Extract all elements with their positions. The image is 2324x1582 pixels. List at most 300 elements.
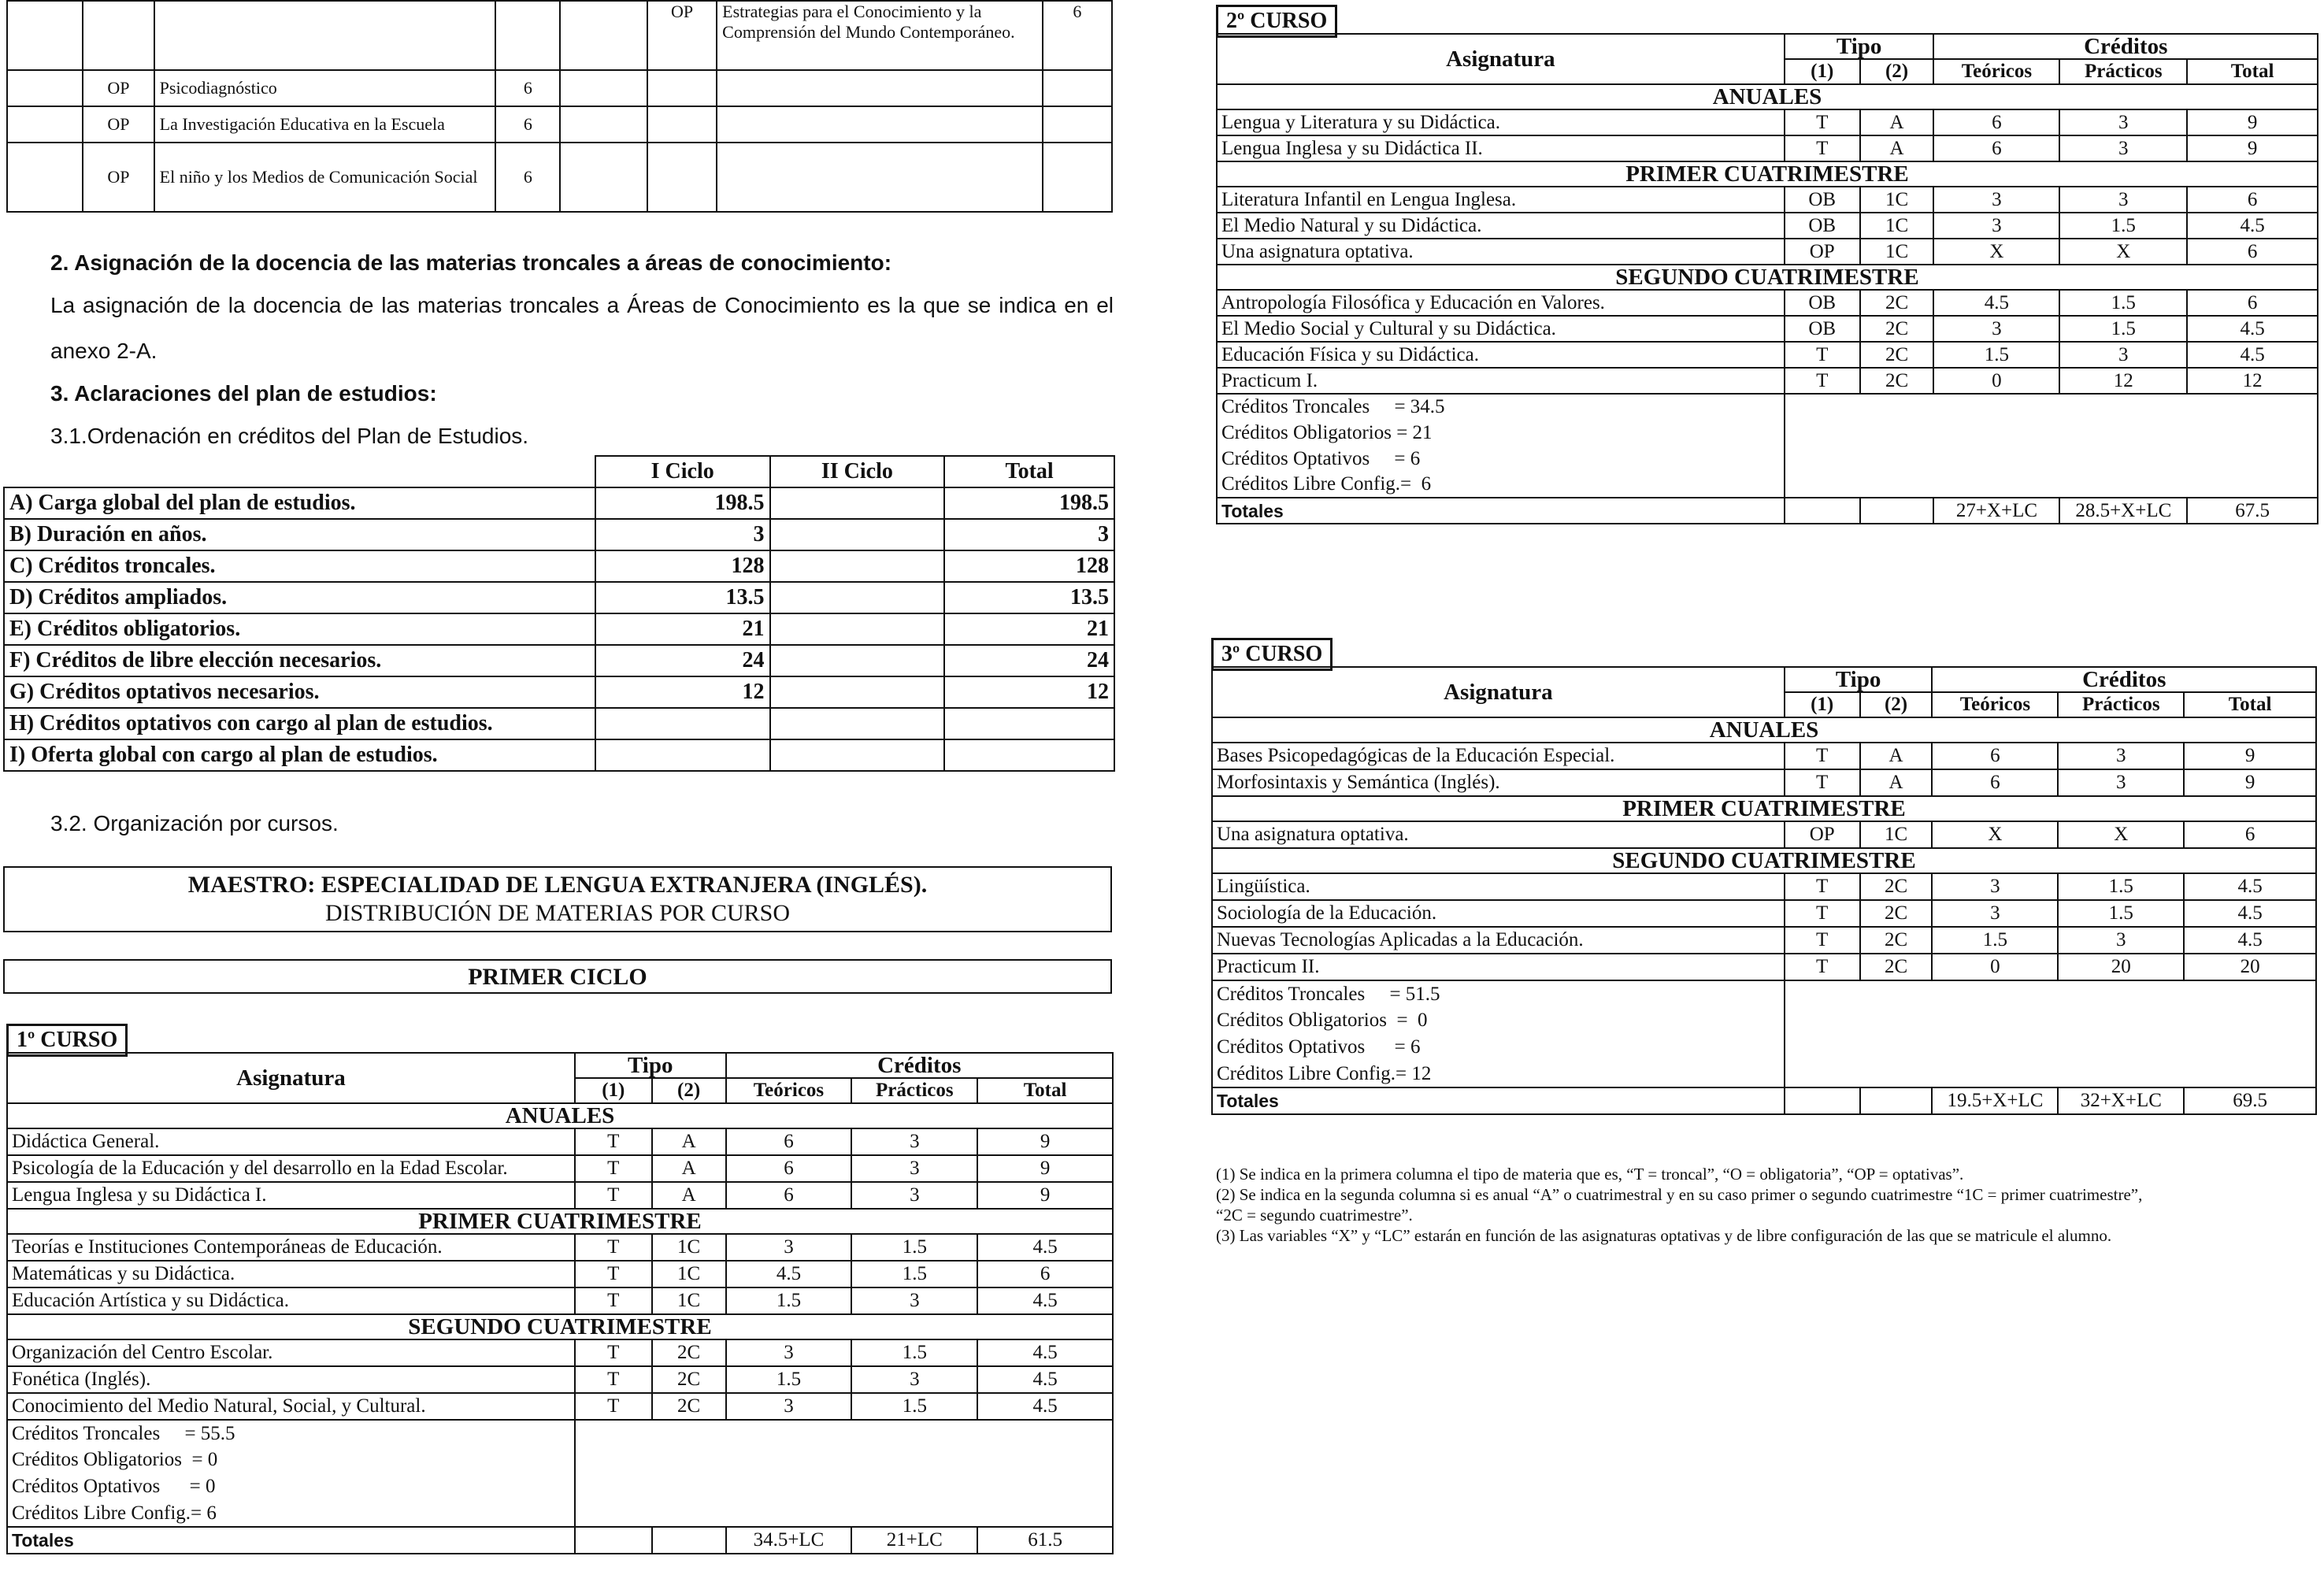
cell-tipo-2: 1C [652, 1234, 726, 1261]
cell-asignatura: Lingüística. [1212, 873, 1785, 900]
ordenacion-total: 12 [944, 676, 1114, 708]
section-segundo: SEGUNDO CUATRIMESTRE [1212, 848, 2316, 873]
cell-teoricos: 6 [1933, 109, 2059, 135]
totales-label: Totales [1217, 498, 1785, 524]
table-row [1217, 135, 2318, 161]
ordenacion-ii-ciclo [770, 613, 945, 645]
cell-teoricos: 1.5 [1933, 342, 2059, 368]
summary-line: Créditos Obligatorios = 0 [7, 1447, 575, 1473]
cell-teoricos: X [1933, 239, 2059, 265]
cell-tipo-2: 2C [1860, 900, 1933, 927]
cell-creditos2 [1043, 106, 1112, 143]
cell-asignatura: Conocimiento del Medio Natural, Social, y Cultural. [7, 1393, 575, 1420]
cell-tipo-1: T [1785, 135, 1860, 161]
empty-cell [560, 143, 647, 212]
curso-1-table [6, 1052, 1114, 1554]
cell-creditos2: 6 [1043, 1, 1112, 70]
table-row [7, 1128, 1113, 1155]
totales-teoricos: 27+X+LC [1933, 498, 2059, 524]
cell-tipo-1: OP [1785, 239, 1860, 265]
ordenacion-total: 24 [944, 645, 1114, 676]
curso-2-table [1216, 33, 2318, 524]
cell-tipo-2: 2C [1860, 927, 1933, 954]
cell-asignatura: Psicología de la Educación y del desarrollo en la Edad Escolar. [7, 1155, 575, 1182]
ordenacion-ii-ciclo [770, 708, 945, 739]
header-t1: (1) [1785, 692, 1860, 717]
ordenacion-label: E) Créditos obligatorios. [4, 613, 595, 645]
cell-tipo-1: OB [1785, 213, 1860, 239]
totales-label: Totales [7, 1527, 575, 1554]
cell-tipo-2: 1C [652, 1287, 726, 1314]
header-t2: (2) [1860, 692, 1933, 717]
empty-cell [1860, 498, 1934, 524]
cell-practicos: 3 [851, 1287, 977, 1314]
section-row [1212, 717, 2316, 743]
cell-teoricos: 3 [726, 1339, 852, 1366]
cell-practicos: 3 [2059, 187, 2187, 213]
curso-1-label: 1º CURSO [6, 1024, 128, 1057]
cell-tipo-2: 1C [1860, 213, 1934, 239]
ordenacion-label: D) Créditos ampliados. [4, 582, 595, 613]
ordenacion-row [4, 519, 1114, 550]
table-row [1212, 954, 2316, 980]
cell-tipo: OP [83, 70, 154, 106]
header-tipo: Tipo [1785, 34, 1934, 59]
table-row [7, 1287, 1113, 1314]
ordenacion-label: H) Créditos optativos con cargo al plan de estudios. [4, 708, 595, 739]
header-creditos: Créditos [1932, 667, 2316, 692]
cell-practicos: 1.5 [851, 1261, 977, 1287]
cell-practicos: X [2059, 239, 2187, 265]
cell-practicos: 3 [851, 1128, 977, 1155]
empty-cell [7, 143, 83, 212]
ordenacion-ii-ciclo [770, 739, 945, 771]
cell-teoricos: 3 [1932, 900, 2058, 927]
section-primer: PRIMER CUATRIMESTRE [1212, 796, 2316, 821]
ordenacion-total: 3 [944, 519, 1114, 550]
ordenacion-ii-ciclo [770, 676, 945, 708]
cell-total: 12 [2187, 368, 2318, 394]
cell-tipo-1: T [1785, 900, 1860, 927]
empty-cell [7, 106, 83, 143]
cell-total: 4.5 [2184, 927, 2316, 954]
cell-total: 4.5 [2187, 213, 2318, 239]
header-i-ciclo: I Ciclo [595, 456, 770, 487]
header-asignatura: Asignatura [1217, 34, 1785, 84]
section-row [7, 1209, 1113, 1234]
header-creditos: Créditos [1933, 34, 2318, 59]
section-3-1-title: 3.1.Ordenación en créditos del Plan de Estudios. [50, 424, 529, 448]
ordenacion-row [4, 550, 1114, 582]
cell-total: 4.5 [2187, 342, 2318, 368]
table-row [1212, 873, 2316, 900]
table-row [1217, 239, 2318, 265]
ordenacion-i-ciclo: 13.5 [595, 582, 770, 613]
cell-nombre2: Estrategias para el Conocimiento y la Comprensión del Mundo Contemporáneo. [717, 1, 1042, 70]
section-anuales: ANUALES [1217, 84, 2318, 109]
summary-line: Créditos Optativos = 0 [7, 1473, 575, 1500]
cell-teoricos: 3 [726, 1393, 852, 1420]
section-row [7, 1314, 1113, 1339]
cell-creditos: 6 [495, 70, 560, 106]
cell-tipo-1: T [575, 1234, 652, 1261]
curso-2-label: 2º CURSO [1216, 5, 1337, 38]
table-row [1217, 213, 2318, 239]
curso-3-table [1211, 666, 2317, 1115]
cell-tipo-2: 2C [652, 1393, 726, 1420]
table-row [7, 106, 1112, 143]
footnotes [1216, 1164, 2318, 1246]
cell-tipo-1: T [575, 1182, 652, 1209]
footnote-3: (3) Las variables “X” y “LC” estarán en función de las asignaturas optativas y de libre configuración de las que se matricule el alumno. [1216, 1226, 2112, 1245]
header-total: Total [2187, 59, 2318, 84]
empty-cell [1860, 1087, 1933, 1114]
cell-asignatura: Bases Psicopedagógicas de la Educación Especial. [1212, 743, 1785, 769]
cell-teoricos: 3 [726, 1234, 852, 1261]
cell-tipo-2: 1C [652, 1261, 726, 1287]
cell-total: 6 [977, 1261, 1113, 1287]
ordenacion-creditos-table [3, 455, 1115, 772]
table-row [7, 1393, 1113, 1420]
section-segundo: SEGUNDO CUATRIMESTRE [1217, 265, 2318, 290]
cell-total: 6 [2187, 187, 2318, 213]
empty-cell [560, 106, 647, 143]
cell-tipo-1: T [1785, 743, 1860, 769]
cell-asignatura: Lengua Inglesa y su Didáctica I. [7, 1182, 575, 1209]
cell-practicos: 1.5 [851, 1393, 977, 1420]
header-asignatura: Asignatura [1212, 667, 1785, 717]
ordenacion-total: 21 [944, 613, 1114, 645]
cell-tipo2 [647, 70, 717, 106]
cell-tipo-1: T [575, 1128, 652, 1155]
section-2-text-cont: anexo 2-A. [50, 339, 158, 363]
cell-tipo-1: T [575, 1366, 652, 1393]
section-anuales: ANUALES [1212, 717, 2316, 743]
cell-teoricos: 3 [1933, 316, 2059, 342]
cell-tipo-2: 1C [1860, 239, 1934, 265]
cell-teoricos: 1.5 [726, 1287, 852, 1314]
table-row [1217, 368, 2318, 394]
table-row [1212, 927, 2316, 954]
cell-asignatura: Antropología Filosófica y Educación en Valores. [1217, 290, 1785, 316]
ordenacion-label: A) Carga global del plan de estudios. [4, 487, 595, 519]
ordenacion-i-ciclo [595, 739, 770, 771]
cell-asignatura: Morfosintaxis y Semántica (Inglés). [1212, 769, 1785, 796]
ordenacion-row [4, 613, 1114, 645]
cell-asignatura: Organización del Centro Escolar. [7, 1339, 575, 1366]
footnote-2: (2) Se indica en la segunda columna si es anual “A” o cuatrimestral y en su caso primer o segundo cuatrimestre “1C = primer cuatrimestre”, [1216, 1185, 2143, 1204]
section-row [1212, 848, 2316, 873]
cell-total: 9 [2187, 135, 2318, 161]
header-t2: (2) [652, 1078, 726, 1103]
cell-nombre [154, 1, 496, 70]
cell-tipo: OP [83, 106, 154, 143]
table-row [1217, 290, 2318, 316]
table-row [7, 70, 1112, 106]
cell-practicos: 3 [2058, 769, 2184, 796]
header-t1: (1) [1785, 59, 1860, 84]
cell-practicos: 1.5 [2058, 873, 2184, 900]
ordenacion-ii-ciclo [770, 487, 945, 519]
header-row [1212, 667, 2316, 692]
summary-line: Créditos Troncales = 51.5 [1212, 980, 1785, 1007]
cell-tipo-2: A [652, 1128, 726, 1155]
cell-practicos: X [2058, 821, 2184, 848]
cell-asignatura: Lengua y Literatura y su Didáctica. [1217, 109, 1785, 135]
cell-tipo-1: T [575, 1393, 652, 1420]
totales-label: Totales [1212, 1087, 1785, 1114]
header-practicos: Prácticos [2059, 59, 2187, 84]
cell-tipo-2: 2C [1860, 873, 1933, 900]
footnote-2-cont: “2C = segundo cuatrimestre”. [1216, 1206, 1413, 1224]
header-t1: (1) [575, 1078, 652, 1103]
ordenacion-total: 198.5 [944, 487, 1114, 519]
cell-total: 6 [2187, 239, 2318, 265]
cell-teoricos: X [1932, 821, 2058, 848]
summary-empty [1785, 394, 2318, 498]
cell-asignatura: Practicum I. [1217, 368, 1785, 394]
cell-total: 9 [2184, 769, 2316, 796]
cell-practicos: 3 [2058, 743, 2184, 769]
cell-teoricos: 4.5 [726, 1261, 852, 1287]
cell-asignatura: Una asignatura optativa. [1217, 239, 1785, 265]
table-row [1212, 769, 2316, 796]
cell-practicos: 1.5 [2059, 290, 2187, 316]
totales-total: 69.5 [2184, 1087, 2316, 1114]
header-total: Total [2184, 692, 2316, 717]
cell-creditos2 [1043, 70, 1112, 106]
table-row [1212, 743, 2316, 769]
cell-tipo-1: OB [1785, 187, 1860, 213]
cell-practicos: 3 [2058, 927, 2184, 954]
table-row [1217, 342, 2318, 368]
cell-tipo-2: 2C [1860, 316, 1934, 342]
cell-tipo-2: 2C [1860, 342, 1934, 368]
section-row [7, 1103, 1113, 1128]
empty-cell [7, 1, 83, 70]
cell-teoricos: 6 [1932, 769, 2058, 796]
totales-total: 61.5 [977, 1527, 1113, 1554]
ordenacion-i-ciclo: 12 [595, 676, 770, 708]
table-row [7, 1339, 1113, 1366]
cell-asignatura: El Medio Social y Cultural y su Didáctica. [1217, 316, 1785, 342]
section-primer: PRIMER CUATRIMESTRE [1217, 161, 2318, 187]
summary-empty [575, 1420, 1113, 1527]
cell-practicos: 3 [851, 1182, 977, 1209]
cell-asignatura: El Medio Natural y su Didáctica. [1217, 213, 1785, 239]
header-t2: (2) [1860, 59, 1934, 84]
cell-nombre: Psicodiagnóstico [154, 70, 496, 106]
header-teoricos: Teóricos [1933, 59, 2059, 84]
cell-practicos: 1.5 [2059, 213, 2187, 239]
summary-line: Créditos Troncales = 55.5 [7, 1420, 575, 1447]
cell-practicos: 3 [851, 1366, 977, 1393]
table-row [1217, 316, 2318, 342]
cell-tipo-2: A [1860, 769, 1933, 796]
summary-line: Créditos Optativos = 6 [1212, 1034, 1785, 1061]
empty-cell [575, 1527, 652, 1554]
cell-tipo-2: 2C [652, 1366, 726, 1393]
ordenacion-row [4, 676, 1114, 708]
empty-cell [7, 70, 83, 106]
cell-asignatura: Lengua Inglesa y su Didáctica II. [1217, 135, 1785, 161]
ordenacion-label: C) Créditos troncales. [4, 550, 595, 582]
cell-asignatura: Una asignatura optativa. [1212, 821, 1785, 848]
cell-tipo-2: A [652, 1182, 726, 1209]
cell-asignatura: Teorías e Instituciones Contemporáneas de Educación. [7, 1234, 575, 1261]
cell-tipo-2: 2C [1860, 954, 1933, 980]
cell-tipo: OP [83, 143, 154, 212]
cell-asignatura: Practicum II. [1212, 954, 1785, 980]
cell-total: 4.5 [2184, 873, 2316, 900]
table-row [7, 1366, 1113, 1393]
summary-empty [1785, 980, 2316, 1087]
totales-practicos: 32+X+LC [2058, 1087, 2184, 1114]
cell-teoricos: 6 [1932, 743, 2058, 769]
cell-total: 6 [2184, 821, 2316, 848]
cell-teoricos: 3 [1933, 187, 2059, 213]
cell-total: 9 [977, 1182, 1113, 1209]
cell-tipo-2: A [652, 1155, 726, 1182]
cell-tipo-1: T [1785, 927, 1860, 954]
cell-tipo-2: 2C [1860, 290, 1934, 316]
cell-nombre: La Investigación Educativa en la Escuela [154, 106, 496, 143]
cell-tipo-1: T [1785, 954, 1860, 980]
totales-teoricos: 34.5+LC [726, 1527, 852, 1554]
totales-total: 67.5 [2187, 498, 2318, 524]
summary-row [7, 1420, 1113, 1447]
maestro-subtitle: DISTRIBUCIÓN DE MATERIAS POR CURSO [324, 900, 791, 926]
cell-tipo-1: T [1785, 109, 1860, 135]
empty-cell [560, 1, 647, 70]
totales-teoricos: 19.5+X+LC [1932, 1087, 2058, 1114]
table-row [7, 1261, 1113, 1287]
totales-row [7, 1527, 1113, 1554]
ordenacion-row [4, 708, 1114, 739]
ordenacion-total: 128 [944, 550, 1114, 582]
section-row [1217, 84, 2318, 109]
totales-practicos: 21+LC [851, 1527, 977, 1554]
ordenacion-label: F) Créditos de libre elección necesarios. [4, 645, 595, 676]
header-asignatura: Asignatura [7, 1053, 575, 1103]
cell-tipo-1: T [1785, 769, 1860, 796]
cell-total: 6 [2187, 290, 2318, 316]
cell-tipo-1: OB [1785, 290, 1860, 316]
cell-practicos: 20 [2058, 954, 2184, 980]
section-row [1212, 796, 2316, 821]
summary-line: Créditos Obligatorios = 21 [1217, 420, 1785, 446]
empty-cell [1785, 498, 1860, 524]
table-row [1212, 821, 2316, 848]
ordenacion-ii-ciclo [770, 550, 945, 582]
summary-line: Créditos Optativos = 6 [1217, 446, 1785, 472]
section-row [1217, 161, 2318, 187]
cell-tipo [83, 1, 154, 70]
cell-nombre2 [717, 143, 1042, 212]
cell-asignatura: Educación Física y su Didáctica. [1217, 342, 1785, 368]
cell-tipo-1: T [1785, 342, 1860, 368]
cell-tipo-2: 2C [652, 1339, 726, 1366]
cell-tipo-2: A [1860, 743, 1933, 769]
cell-practicos: 1.5 [851, 1339, 977, 1366]
cell-total: 4.5 [2184, 900, 2316, 927]
summary-row [1217, 394, 2318, 420]
table-row [7, 1155, 1113, 1182]
ordenacion-total: 13.5 [944, 582, 1114, 613]
cell-practicos: 3 [2059, 109, 2187, 135]
cell-total: 4.5 [2187, 316, 2318, 342]
footnote-1: (1) Se indica en la primera columna el tipo de materia que es, “T = troncal”, “O = obligatoria”, “OP = optativas”. [1216, 1165, 1964, 1184]
table-row [7, 1182, 1113, 1209]
ordenacion-i-ciclo: 128 [595, 550, 770, 582]
header-ii-ciclo: II Ciclo [770, 456, 945, 487]
summary-row [1212, 980, 2316, 1007]
header-tipo: Tipo [575, 1053, 726, 1078]
cell-total: 9 [2187, 109, 2318, 135]
table-row [1212, 900, 2316, 927]
header-creditos: Créditos [726, 1053, 1113, 1078]
summary-line: Créditos Libre Config.= 6 [7, 1500, 575, 1527]
section-2-text: La asignación de la docencia de las materias troncales a Áreas de Conocimiento es la que se indica en el [50, 293, 1114, 317]
summary-line: Créditos Libre Config.= 6 [1217, 472, 1785, 498]
cell-creditos2 [1043, 143, 1112, 212]
ordenacion-ii-ciclo [770, 519, 945, 550]
primer-ciclo-box: PRIMER CICLO [3, 959, 1112, 994]
section-anuales: ANUALES [7, 1103, 1113, 1128]
ordenacion-row [4, 487, 1114, 519]
cell-tipo-1: T [575, 1155, 652, 1182]
cell-teoricos: 6 [726, 1182, 852, 1209]
ordenacion-total [944, 739, 1114, 771]
empty-cell [560, 70, 647, 106]
cell-tipo-2: A [1860, 135, 1934, 161]
cell-tipo-2: A [1860, 109, 1934, 135]
cell-tipo2 [647, 106, 717, 143]
header-row [1217, 34, 2318, 59]
header-total: Total [944, 456, 1114, 487]
table-row [1217, 109, 2318, 135]
ordenacion-row [4, 739, 1114, 771]
maestro-title-box [3, 866, 1112, 932]
cell-total: 9 [977, 1155, 1113, 1182]
cell-teoricos: 6 [726, 1155, 852, 1182]
cell-nombre2 [717, 70, 1042, 106]
totales-row [1217, 498, 2318, 524]
cell-teoricos: 1.5 [726, 1366, 852, 1393]
cell-total: 4.5 [977, 1234, 1113, 1261]
table-row [1217, 187, 2318, 213]
header-total: Total [977, 1078, 1113, 1103]
table-row [7, 1234, 1113, 1261]
cell-tipo2: OP [647, 1, 717, 70]
section-segundo: SEGUNDO CUATRIMESTRE [7, 1314, 1113, 1339]
cell-teoricos: 6 [726, 1128, 852, 1155]
ordenacion-label: I) Oferta global con cargo al plan de estudios. [4, 739, 595, 771]
cell-teoricos: 6 [1933, 135, 2059, 161]
cell-practicos: 1.5 [2059, 316, 2187, 342]
cell-asignatura: Educación Artística y su Didáctica. [7, 1287, 575, 1314]
cell-total: 9 [2184, 743, 2316, 769]
cell-tipo-1: T [1785, 368, 1860, 394]
cell-total: 4.5 [977, 1393, 1113, 1420]
empty-cell [1785, 1087, 1860, 1114]
maestro-title: MAESTRO: ESPECIALIDAD DE LENGUA EXTRANJERA (INGLÉS). [187, 872, 928, 898]
cell-creditos: 6 [495, 143, 560, 212]
curso-3-label: 3º CURSO [1211, 638, 1333, 671]
cell-practicos: 12 [2059, 368, 2187, 394]
header-row [7, 1053, 1113, 1078]
cell-teoricos: 1.5 [1932, 927, 2058, 954]
